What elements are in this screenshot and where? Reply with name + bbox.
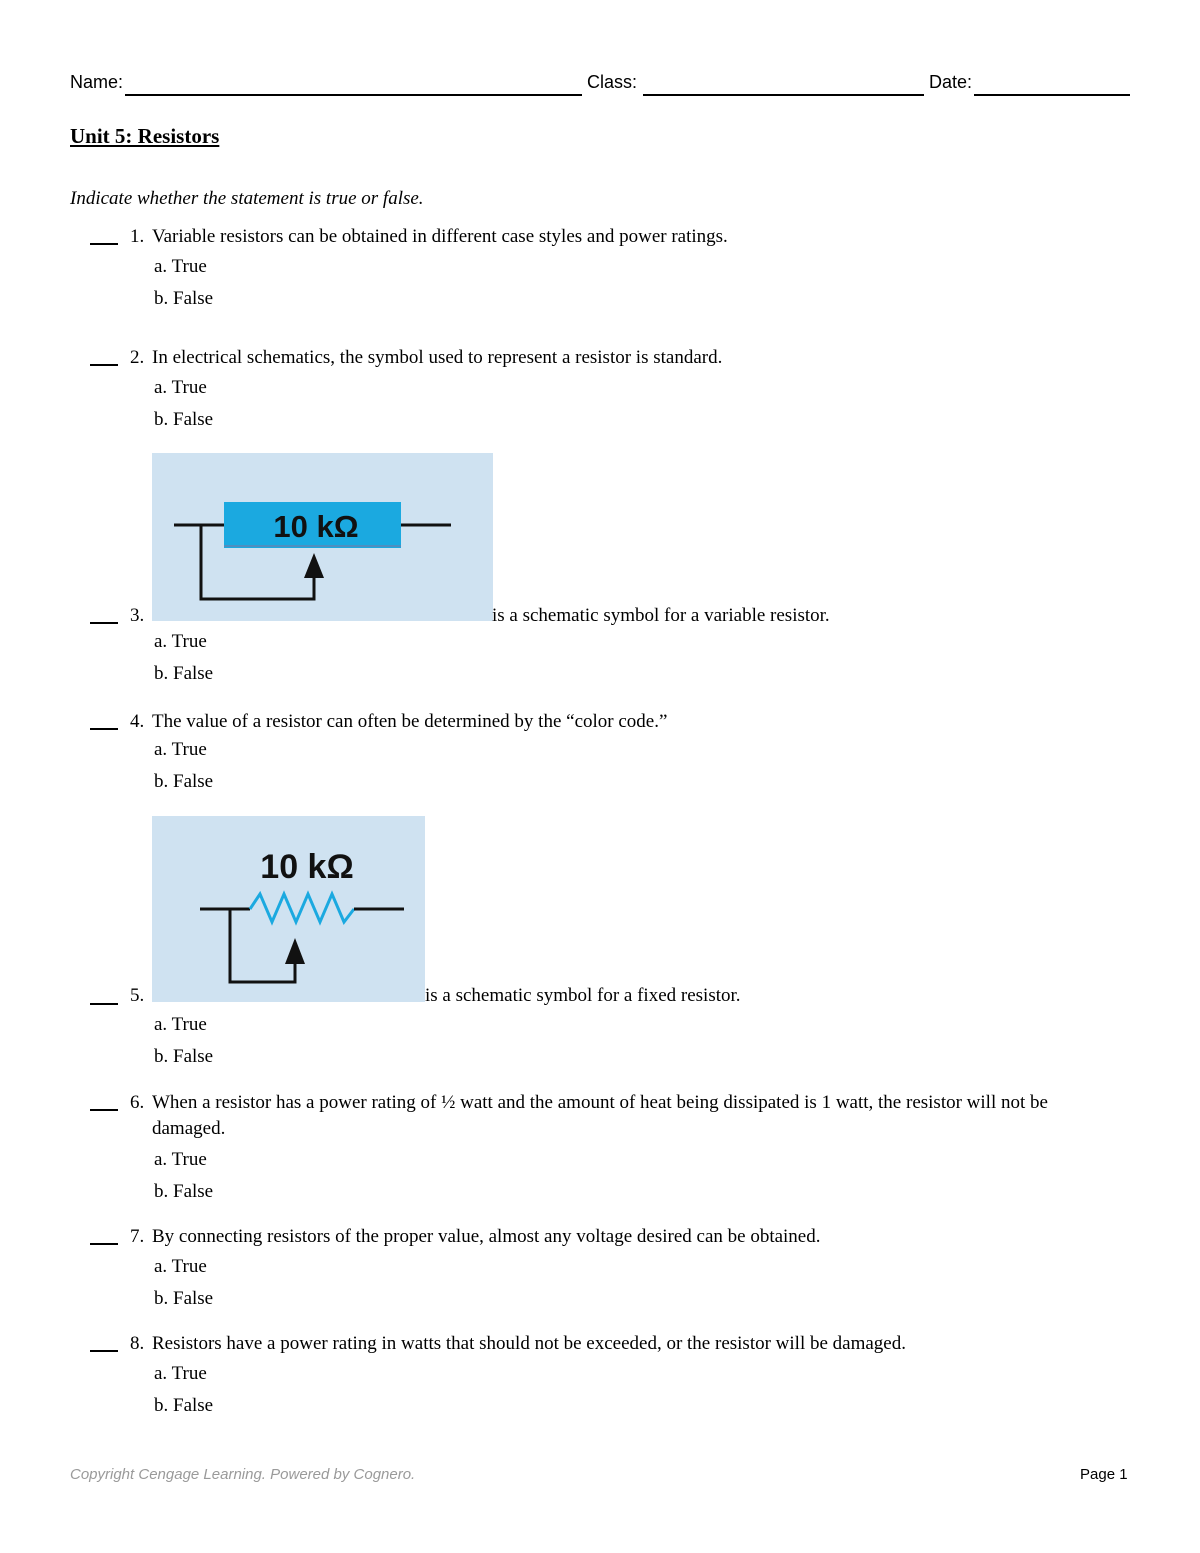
question-text: is a schematic symbol for a variable resistor. [492, 605, 830, 626]
class-label: Class: [587, 72, 638, 92]
question-number: 4. [130, 711, 145, 732]
potentiometer-figure [152, 816, 425, 1002]
question-number: 1. [130, 226, 145, 247]
question-text: In electrical schematics, the symbol used to represent a resistor is standard. [152, 347, 723, 368]
option-false: b. False [154, 288, 214, 309]
question-number: 3. [130, 605, 145, 626]
question-text: Variable resistors can be obtained in different case styles and power ratings. [152, 226, 728, 247]
option-false: b. False [154, 1181, 214, 1202]
copyright-text: Copyright Cengage Learning. Powered by Cognero. [70, 1466, 416, 1483]
question-text: The value of a resistor can often be determined by the “color code.” [152, 711, 668, 732]
question-number: 8. [130, 1333, 145, 1354]
date-field[interactable] [974, 94, 1130, 96]
question-number: 7. [130, 1226, 145, 1247]
option-false: b. False [154, 1046, 214, 1067]
option-false: b. False [154, 1288, 214, 1309]
answer-blank[interactable] [90, 1350, 118, 1352]
answer-blank[interactable] [90, 1109, 118, 1111]
class-field[interactable] [643, 94, 924, 96]
variable-resistor-figure [152, 453, 493, 621]
answer-blank[interactable] [90, 364, 118, 366]
option-true: a. True [154, 377, 207, 398]
figure-label: 10 kΩ [260, 848, 354, 886]
figure-label: 10 kΩ [273, 509, 359, 544]
instructions: Indicate whether the statement is true or false. [70, 188, 424, 209]
page-title: Unit 5: Resistors [70, 124, 220, 148]
page-number: Page 1 [1080, 1466, 1128, 1483]
option-false: b. False [154, 1395, 214, 1416]
question-text: is a schematic symbol for a fixed resistor. [425, 985, 741, 1006]
question-text: Resistors have a power rating in watts that should not be exceeded, or the resistor will be damaged. [152, 1333, 906, 1354]
name-field[interactable] [125, 94, 582, 96]
option-true: a. True [154, 1014, 207, 1035]
option-true: a. True [154, 631, 207, 652]
answer-blank[interactable] [90, 1003, 118, 1005]
name-label: Name: [70, 72, 124, 92]
option-false: b. False [154, 663, 214, 684]
header-row [70, 72, 1130, 96]
question-text: By connecting resistors of the proper value, almost any voltage desired can be obtained. [152, 1226, 821, 1247]
option-true: a. True [154, 1363, 207, 1384]
question-number: 2. [130, 347, 145, 368]
question-number: 6. [130, 1092, 145, 1113]
answer-blank[interactable] [90, 622, 118, 624]
answer-blank[interactable] [90, 728, 118, 730]
question-number: 5. [130, 985, 145, 1006]
option-false: b. False [154, 409, 214, 430]
answer-blank[interactable] [90, 1243, 118, 1245]
option-false: b. False [154, 771, 214, 792]
date-label: Date: [929, 72, 973, 92]
question-text: When a resistor has a power rating of ½ watt and the amount of heat being dissipated is 1 watt, the resistor will not be damaged. [152, 1092, 1048, 1139]
answer-blank[interactable] [90, 243, 118, 245]
option-true: a. True [154, 739, 207, 760]
option-true: a. True [154, 1149, 207, 1170]
option-true: a. True [154, 1256, 207, 1277]
option-true: a. True [154, 256, 207, 277]
